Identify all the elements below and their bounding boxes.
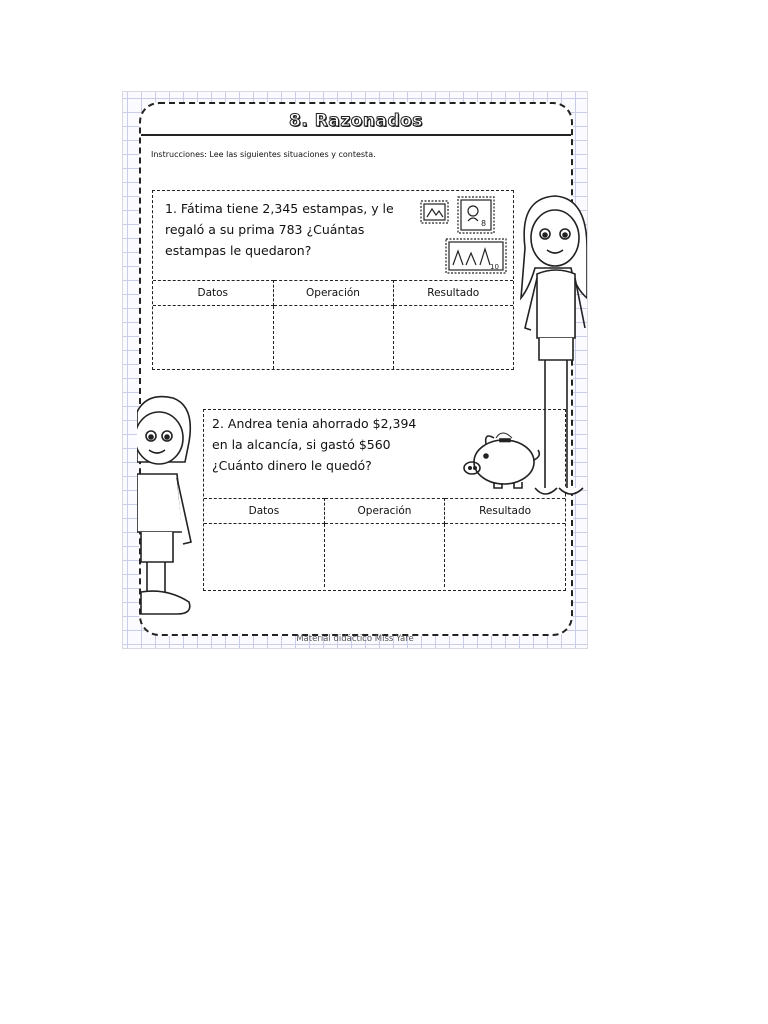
girl-illustration-left bbox=[137, 392, 199, 628]
problem-1-question: 1. Fátima tiene 2,345 estampas, y le regaló a su prima 783 ¿Cuántas estampas le quedaron? bbox=[165, 201, 394, 258]
problem-2-header-operacion: Operación bbox=[324, 499, 444, 524]
footer-credit: Material didáctico Miss Yare bbox=[296, 634, 414, 644]
problem-1-resultado-cell[interactable] bbox=[393, 306, 513, 370]
problem-2-header-datos: Datos bbox=[204, 499, 324, 524]
problem-1-operacion-cell[interactable] bbox=[273, 306, 393, 370]
stamp-number-10: 10 bbox=[490, 263, 499, 271]
problem-1-header-datos: Datos bbox=[153, 281, 273, 306]
worksheet-title: 8. Razonados bbox=[289, 111, 423, 131]
problem-2-answer-table bbox=[204, 498, 565, 587]
worksheet-frame bbox=[139, 102, 573, 636]
problem-1-header-operacion: Operación bbox=[273, 281, 393, 306]
title-divider bbox=[141, 134, 571, 136]
girl-illustration-right bbox=[515, 188, 587, 510]
problem-1-datos-cell[interactable] bbox=[153, 306, 273, 370]
problem-2-resultado-cell[interactable] bbox=[445, 524, 565, 588]
stamps-illustration bbox=[418, 195, 508, 279]
problem-2-datos-cell[interactable] bbox=[204, 524, 324, 588]
problem-2-box bbox=[203, 409, 566, 591]
problem-1-header-resultado: Resultado bbox=[393, 281, 513, 306]
problem-2-header-resultado: Resultado bbox=[445, 499, 565, 524]
problem-1-answer-table bbox=[153, 280, 513, 369]
problem-2-question: 2. Andrea tenia ahorrado $2,394 en la alcancía, si gastó $560 ¿Cuánto dinero le quedó? bbox=[212, 416, 417, 473]
stamp-number-8: 8 bbox=[481, 219, 487, 228]
problem-2-operacion-cell[interactable] bbox=[324, 524, 444, 588]
problem-1-box bbox=[152, 190, 514, 370]
worksheet-page bbox=[122, 91, 588, 649]
instructions-text: Instrucciones: Lee las siguientes situaciones y contesta. bbox=[151, 150, 376, 159]
